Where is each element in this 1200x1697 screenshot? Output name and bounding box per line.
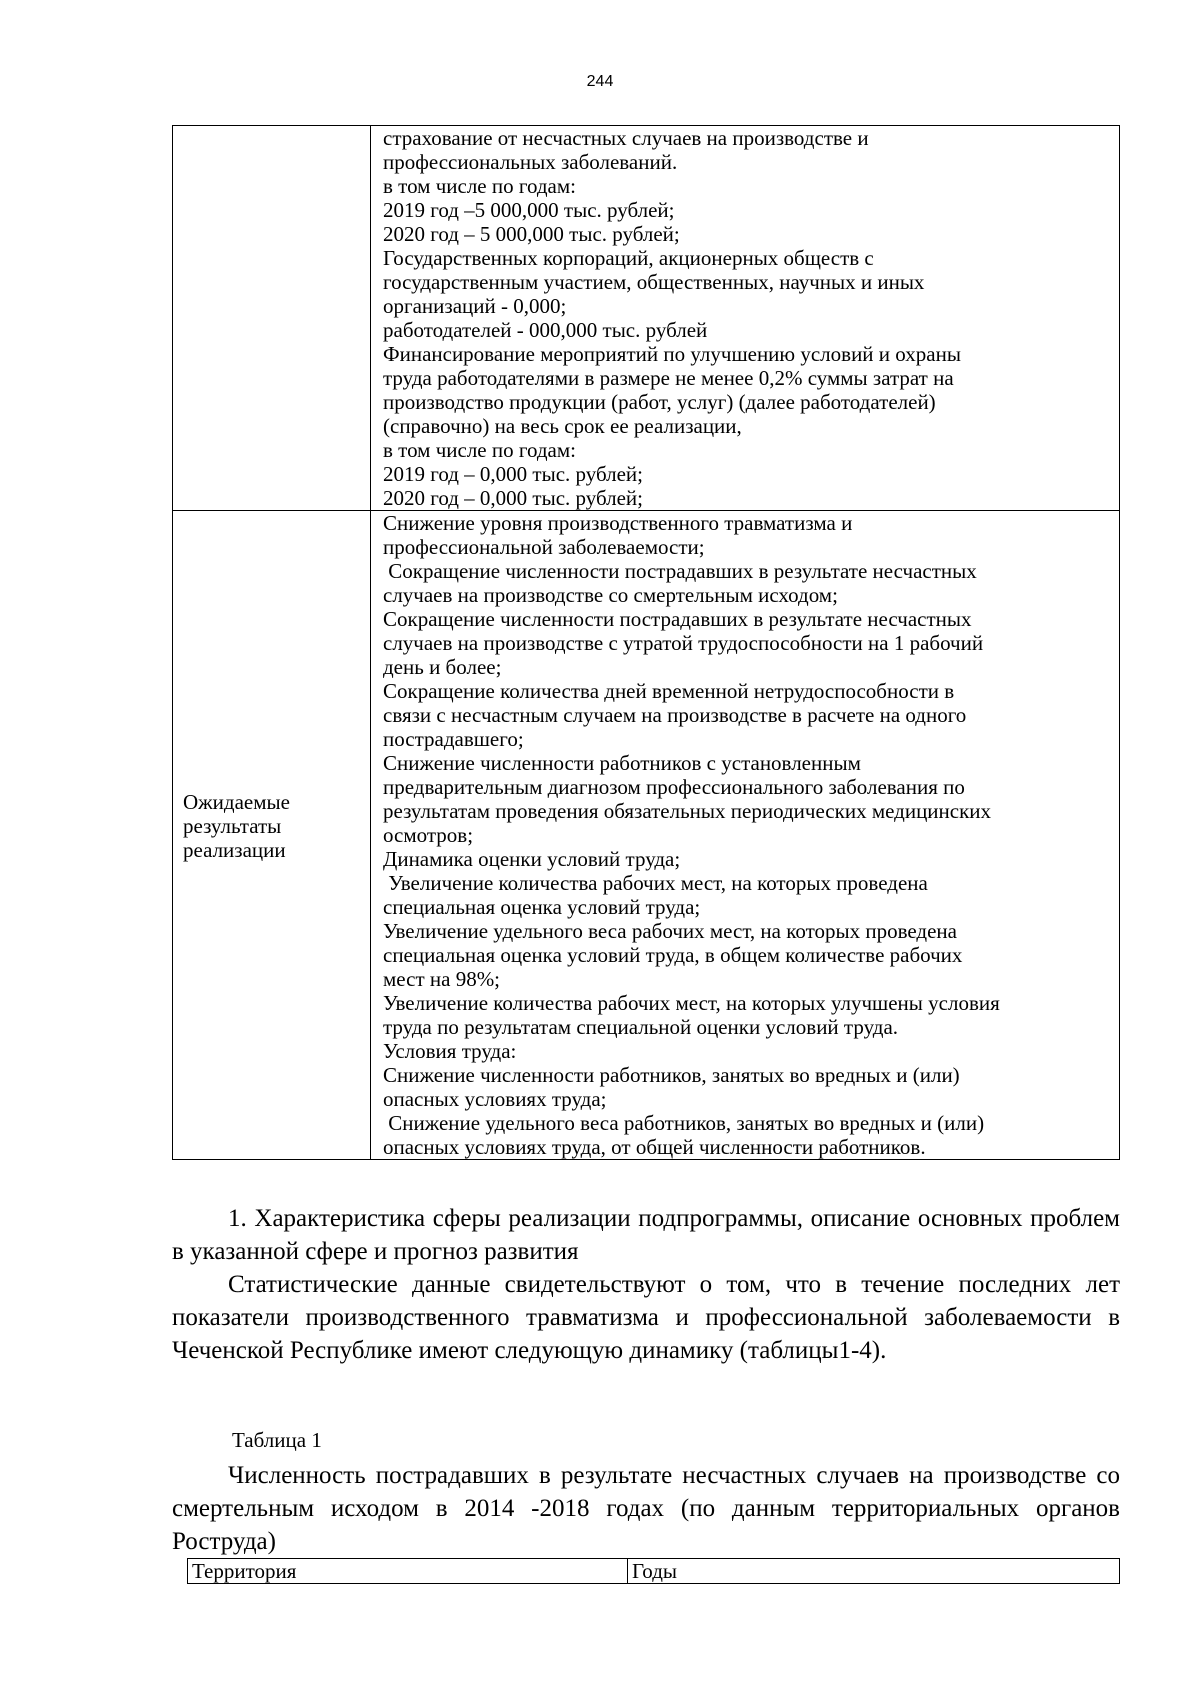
funding-line: 2019 год – 0,000 тыс. рублей;: [383, 462, 644, 486]
funding-line: организаций - 0,000;: [383, 294, 567, 318]
funding-line: труда работодателями в размере не менее 0,2% суммы затрат на: [383, 366, 954, 390]
funding-line: работодателей - 000,000 тыс. рублей: [383, 318, 708, 342]
result-line: Увеличение количества рабочих мест, на которых улучшены условия: [383, 991, 1000, 1015]
funding-line: в том числе по годам:: [383, 438, 576, 462]
table1-title: Численность пострадавших в результате несчастных случаев на производстве со смертельным исходом в 2014 -2018 годах (по данным территориальных органов Роструда): [172, 1462, 1120, 1555]
result-line: Условия труда:: [383, 1039, 517, 1063]
funding-line: профессиональных заболеваний.: [383, 150, 678, 174]
section-heading: 1. Характеристика сферы реализации подпрограммы, описание основных проблем в указанной сфере и прогноз развития: [172, 1205, 1120, 1265]
result-line: Динамика оценки условий труда;: [383, 847, 681, 871]
funding-line: (справочно) на весь срок ее реализации,: [383, 414, 742, 438]
result-line: Снижение численности работников с установленным: [383, 751, 861, 775]
program-passport-table: [172, 125, 1120, 1160]
result-line: случаев на производстве со смертельным исходом;: [383, 583, 838, 607]
funding-line: 2019 год –5 000,000 тыс. рублей;: [383, 198, 675, 222]
result-line: пострадавшего;: [383, 727, 524, 751]
result-line: труда по результатам специальной оценки условий труда.: [383, 1015, 899, 1039]
expected-results-row: [173, 511, 1120, 1160]
funding-row: [173, 126, 1120, 511]
table1: [187, 1558, 1120, 1584]
result-line: профессиональной заболеваемости;: [383, 535, 705, 559]
result-line: Снижение численности работников, занятых во вредных и (или): [383, 1063, 960, 1087]
result-line: день и более;: [383, 655, 502, 679]
table1-header-row: [188, 1559, 1120, 1584]
result-line: Сокращение численности пострадавших в результате несчастных: [383, 607, 972, 631]
table1-caption: Таблица 1: [232, 1428, 322, 1452]
result-line: специальная оценка условий труда, в общем количестве рабочих: [383, 943, 963, 967]
result-line: предварительным диагнозом профессионального заболевания по: [383, 775, 965, 799]
result-line: опасных условиях труда;: [383, 1087, 607, 1111]
result-line: осмотров;: [383, 823, 474, 847]
funding-content-cell: [371, 126, 1120, 511]
result-line: Сокращение количества дней временной нетрудоспособности в: [383, 679, 955, 703]
result-line: связи с несчастным случаем на производстве в расчете на одного: [383, 703, 967, 727]
page-number: 244: [586, 73, 614, 90]
result-line: Увеличение удельного веса рабочих мест, на которых проведена: [383, 919, 957, 943]
funding-line: страхование от несчастных случаев на производстве и: [383, 126, 869, 150]
table1-header-territory: Территория: [188, 1559, 628, 1584]
funding-line: Государственных корпораций, акционерных обществ с: [383, 246, 874, 270]
expected-results-label-line: реализации: [183, 838, 286, 862]
result-line: результатам проведения обязательных периодических медицинских: [383, 799, 992, 823]
funding-line: государственным участием, общественных, научных и иных: [383, 270, 925, 294]
statistics-paragraph: Статистические данные свидетельствуют о том, что в течение последних лет показатели производственного травматизма и профессиональной заболеваемости в Чеченской Республике имеют следующую динамику (таблицы1-4).: [172, 1271, 1120, 1364]
result-line: опасных условиях труда, от общей численности работников.: [383, 1135, 926, 1159]
table1-header-years: Годы: [628, 1559, 1120, 1584]
result-line: мест на 98%;: [383, 967, 501, 991]
funding-line: производство продукции (работ, услуг) (далее работодателей): [383, 390, 936, 414]
result-line: Снижение уровня производственного травматизма и: [383, 511, 853, 535]
expected-results-label-cell: [173, 511, 371, 1160]
result-line: специальная оценка условий труда;: [383, 895, 701, 919]
funding-label-cell: [173, 126, 371, 511]
funding-line: 2020 год – 0,000 тыс. рублей;: [383, 486, 644, 510]
funding-line: Финансирование мероприятий по улучшению условий и охраны: [383, 342, 961, 366]
expected-results-label-line: Ожидаемые: [183, 790, 290, 814]
funding-line: 2020 год – 5 000,000 тыс. рублей;: [383, 222, 680, 246]
result-line: случаев на производстве с утратой трудоспособности на 1 рабочий: [383, 631, 984, 655]
expected-results-content-cell: [371, 511, 1120, 1160]
funding-line: в том числе по годам:: [383, 174, 576, 198]
result-line: Сокращение численности пострадавших в результате несчастных: [383, 559, 977, 583]
expected-results-label-line: результаты: [183, 814, 282, 838]
result-line: Снижение удельного веса работников, занятых во вредных и (или): [383, 1111, 985, 1135]
result-line: Увеличение количества рабочих мест, на которых проведена: [383, 871, 928, 895]
